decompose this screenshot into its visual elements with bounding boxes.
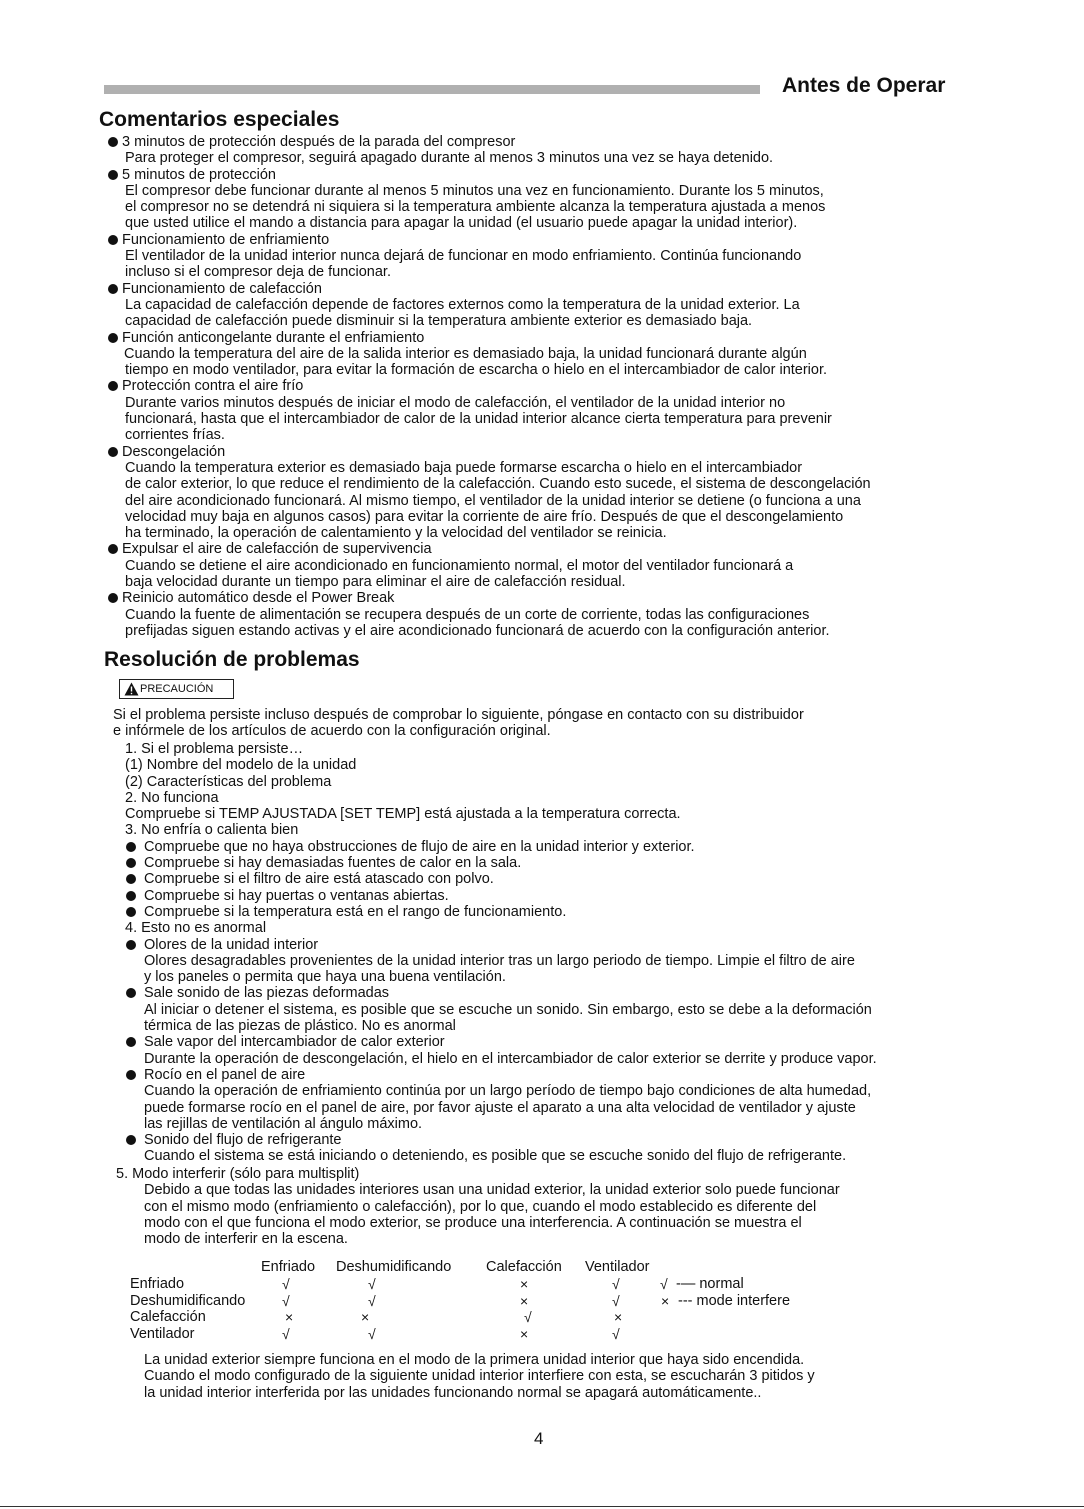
- caution-label: PRECAUCIÓN: [140, 683, 214, 695]
- matrix-cell: √: [368, 1293, 376, 1309]
- item-text: las rejillas de ventilación al ángulo máximo.: [144, 1115, 423, 1132]
- check-bullet: Compruebe si hay demasiadas fuentes de calor en la sala.: [125, 855, 877, 871]
- item-text: térmica de las piezas de plástico. No es anormal: [144, 1018, 456, 1035]
- matrix-cell: √: [282, 1293, 290, 1309]
- step-text: (1) Nombre del modelo de la unidad: [125, 757, 357, 774]
- page-number: 4: [534, 1429, 544, 1448]
- item-text: ha terminado, la operación de calentamiento y la velocidad del ventilador se reinicia.: [125, 525, 667, 542]
- matrix-row-label: Calefacción: [130, 1309, 206, 1325]
- matrix-cell: √: [612, 1293, 620, 1309]
- matrix-cell: √: [612, 1276, 620, 1292]
- step-text: Debido a que todas las unidades interiores usan una unidad exterior, la unidad exterior solo puede funcionar: [144, 1182, 840, 1199]
- step-text: (2) Características del problema: [125, 773, 332, 790]
- step-title: 5. Modo interferir (sólo para multisplit): [116, 1166, 360, 1182]
- bullet-item-title: Rocío en el panel de aire: [125, 1067, 877, 1083]
- item-text: prefijadas siguen estando activas y el aire acondicionado funcionará de acuerdo con la configuración anterior.: [125, 622, 830, 639]
- item-text: el compresor no se detendrá ni siquiera si la temperatura ambiente alcanza la temperatura ajustada a menos: [125, 199, 826, 216]
- matrix-cell: √: [368, 1276, 376, 1292]
- matrix-row-label: Enfriado: [130, 1276, 185, 1292]
- special-comments-title: Comentarios especiales: [99, 108, 340, 131]
- section-label: Antes de Operar: [782, 74, 946, 97]
- step-text: modo con el que funciona el modo exterior, se produce una interferencia. A continuación se muestra el: [144, 1214, 802, 1231]
- item-text: Durante la operación de descongelación, el hielo en el intercambiador de calor exterior se derrite y produce vapor.: [144, 1050, 877, 1067]
- header-bar: [104, 85, 760, 94]
- matrix-cell: √: [612, 1326, 620, 1342]
- check-bullet: Compruebe si hay puertas o ventanas abiertas.: [125, 888, 877, 904]
- matrix-col-header: Ventilador: [585, 1259, 650, 1275]
- bullet-item-title: Sale sonido de las piezas deformadas: [125, 985, 877, 1001]
- bullet-item-title: 5 minutos de protección: [105, 167, 871, 183]
- item-text: del aire acondicionado funcionará. Al mismo tiempo, el ventilador de la unidad interior se detiene (o funciona a una: [125, 492, 861, 509]
- troubleshooting-list: [125, 741, 877, 1165]
- troubleshooting-title: Resolución de problemas: [104, 648, 360, 671]
- footer-line: [0, 1506, 1084, 1507]
- legend-text: -— normal: [676, 1276, 744, 1292]
- step-text: con el mismo modo (enfriamiento o calefacción), por lo que, cuando el modo establecido es diferente del: [144, 1198, 817, 1215]
- legend-mark: ×: [661, 1293, 670, 1309]
- check-bullet: Compruebe si el filtro de aire está atascado con polvo.: [125, 871, 877, 887]
- item-text: Durante varios minutos después de iniciar el modo de calefacción, el ventilador de la unidad interior no: [125, 394, 786, 411]
- bullet-item-title: Funcionamiento de calefacción: [105, 281, 871, 297]
- matrix-col-header: Calefacción: [486, 1259, 562, 1275]
- closing-line: Cuando el modo configurado de la siguiente unidad interior interfiere con esta, se escucharán 3 pitidos y: [144, 1368, 815, 1385]
- item-text: baja velocidad durante un tiempo para eliminar el aire de calefacción residual.: [125, 574, 626, 591]
- item-text: de calor exterior, lo que reduce el rendimiento de la calefacción. Cuando esto sucede, el sistema de descongelación: [125, 476, 871, 493]
- bullet-item-title: Descongelación: [105, 444, 871, 460]
- item-text: Para proteger el compresor, seguirá apagado durante al menos 3 minutos una vez se haya detenido.: [125, 150, 774, 167]
- caution-box: [119, 679, 234, 699]
- item-text: La capacidad de calefacción depende de factores externos como la temperatura de la unidad exterior. La: [125, 296, 800, 313]
- item-text: Cuando la operación de enfriamiento continúa por un largo período de tiempo bajo condiciones de alta humedad,: [144, 1083, 872, 1100]
- check-bullet: Compruebe si la temperatura está en el rango de funcionamiento.: [125, 904, 877, 920]
- item-text: tiempo en modo ventilador, para evitar la formación de escarcha o hielo en el intercambiador de calor interior.: [125, 362, 828, 379]
- item-text: El ventilador de la unidad interior nunca dejará de funcionar en modo enfriamiento. Continúa funcionando: [125, 248, 802, 265]
- special-comments-list: [105, 134, 871, 639]
- step-title: 3. No enfría o calienta bien: [125, 822, 299, 839]
- bullet-item-title: Funcionamiento de enfriamiento: [105, 232, 871, 248]
- matrix-cell: √: [282, 1326, 290, 1342]
- matrix-row-label: Deshumidificando: [130, 1293, 246, 1309]
- item-text: velocidad muy baja en algunos casos) para evitar la corriente de aire frío. Después de que el descongelamiento: [125, 508, 844, 525]
- check-bullet: Compruebe que no haya obstrucciones de flujo de aire en la unidad interior y exterior.: [125, 839, 877, 855]
- matrix-col-header: Enfriado: [261, 1259, 316, 1275]
- matrix-cell: ×: [520, 1326, 529, 1342]
- item-text: Cuando la temperatura del aire de la salida interior es demasiado baja, la unidad funcionará durante algún: [124, 345, 807, 362]
- item-text: Olores desagradables provenientes de la unidad interior tras un largo periodo de tiempo. Limpie el filtro de aire: [144, 952, 855, 969]
- matrix-cell: √: [524, 1309, 532, 1325]
- step-title: 2. No funciona: [125, 789, 219, 806]
- item-text: que usted utilice el mando a distancia para apagar la unidad (el usuario puede apagar la unidad interior).: [125, 215, 798, 232]
- matrix-cell: ×: [285, 1309, 294, 1325]
- step-title: 1. Si el problema persiste…: [125, 741, 304, 757]
- item-text: y los paneles o permita que haya una buena ventilación.: [144, 969, 506, 986]
- legend-mark: √: [660, 1276, 668, 1292]
- item-text: capacidad de calefacción puede disminuir si la temperatura ambiente exterior es demasiado baja.: [125, 313, 753, 330]
- closing-text: [144, 1352, 815, 1401]
- matrix-row-label: Ventilador: [130, 1326, 195, 1342]
- troubleshooting-intro: [113, 707, 804, 740]
- item-text: Cuando la fuente de alimentación se recupera después de un corte de corriente, todas las configuraciones: [125, 606, 810, 623]
- item-text: El compresor debe funcionar durante al menos 5 minutos una vez en funcionamiento. Durante los 5 minutos,: [125, 182, 824, 199]
- item-text: funcionará, hasta que el intercambiador de calor de la unidad interior alcance cierta temperatura para prevenir: [125, 411, 832, 428]
- item-text: Al iniciar o detener el sistema, es posible que se escuche un sonido. Sin embargo, esto se debe a la deformación: [144, 1001, 872, 1018]
- matrix-cell: ×: [614, 1309, 623, 1325]
- matrix-cell: ×: [520, 1293, 529, 1309]
- bullet-item-title: Expulsar el aire de calefacción de supervivencia: [105, 541, 871, 557]
- legend-text: --- mode interfere: [678, 1293, 791, 1309]
- step-text: modo de interferir en la escena.: [144, 1231, 348, 1248]
- bullet-item-title: Protección contra el aire frío: [105, 378, 871, 394]
- bullet-item-title: Función anticongelante durante el enfriamiento: [105, 330, 871, 346]
- matrix-cell: √: [282, 1276, 290, 1292]
- item-text: Cuando el sistema se está iniciando o deteniendo, es posible que se escuche sonido del flujo de refrigerante.: [144, 1148, 847, 1165]
- bullet-item-title: Reinicio automático desde el Power Break: [105, 590, 871, 606]
- bullet-item-title: Sale vapor del intercambiador de calor exterior: [125, 1034, 877, 1050]
- closing-line: La unidad exterior siempre funciona en el modo de la primera unidad interior que haya sido encendida.: [144, 1352, 805, 1368]
- matrix-cell: ×: [520, 1276, 529, 1292]
- step-title: 4. Esto no es anormal: [125, 920, 267, 937]
- item-text: Cuando la temperatura exterior es demasiado baja puede formarse escarcha o hielo en el intercambiador: [125, 459, 803, 476]
- bullet-item-title: Sonido del flujo de refrigerante: [125, 1132, 877, 1148]
- intro-text: e infórmele de los artículos de acuerdo con la configuración original.: [113, 723, 551, 740]
- item-text: puede formarse rocío en el panel de aire, por favor ajuste el aparato a una alta velocidad de ventilador y ajuste: [144, 1099, 856, 1116]
- item-text: incluso si el compresor deja de funcionar.: [125, 264, 391, 281]
- warning-icon: [124, 682, 139, 696]
- item-text: Cuando se detiene el aire acondicionado en funcionamiento normal, el motor del ventilador funcionará a: [125, 557, 794, 574]
- closing-line: la unidad interior interferida por las unidades funcionando normal se apagará automáticamente..: [144, 1384, 762, 1401]
- bullet-item-title: Olores de la unidad interior: [125, 937, 877, 953]
- item-text: corrientes frías.: [125, 427, 225, 444]
- matrix-cell: √: [368, 1326, 376, 1342]
- matrix-col-header: Deshumidificando: [336, 1259, 452, 1275]
- matrix-cell: ×: [361, 1309, 370, 1325]
- step-text: Compruebe si TEMP AJUSTADA [SET TEMP] está ajustada a la temperatura correcta.: [125, 806, 681, 823]
- bullet-item-title: 3 minutos de protección después de la parada del compresor: [105, 134, 871, 150]
- intro-text: Si el problema persiste incluso después de comprobar lo siguiente, póngase en contacto con su distribuidor: [113, 707, 804, 723]
- interfere-mode-section: [116, 1166, 840, 1247]
